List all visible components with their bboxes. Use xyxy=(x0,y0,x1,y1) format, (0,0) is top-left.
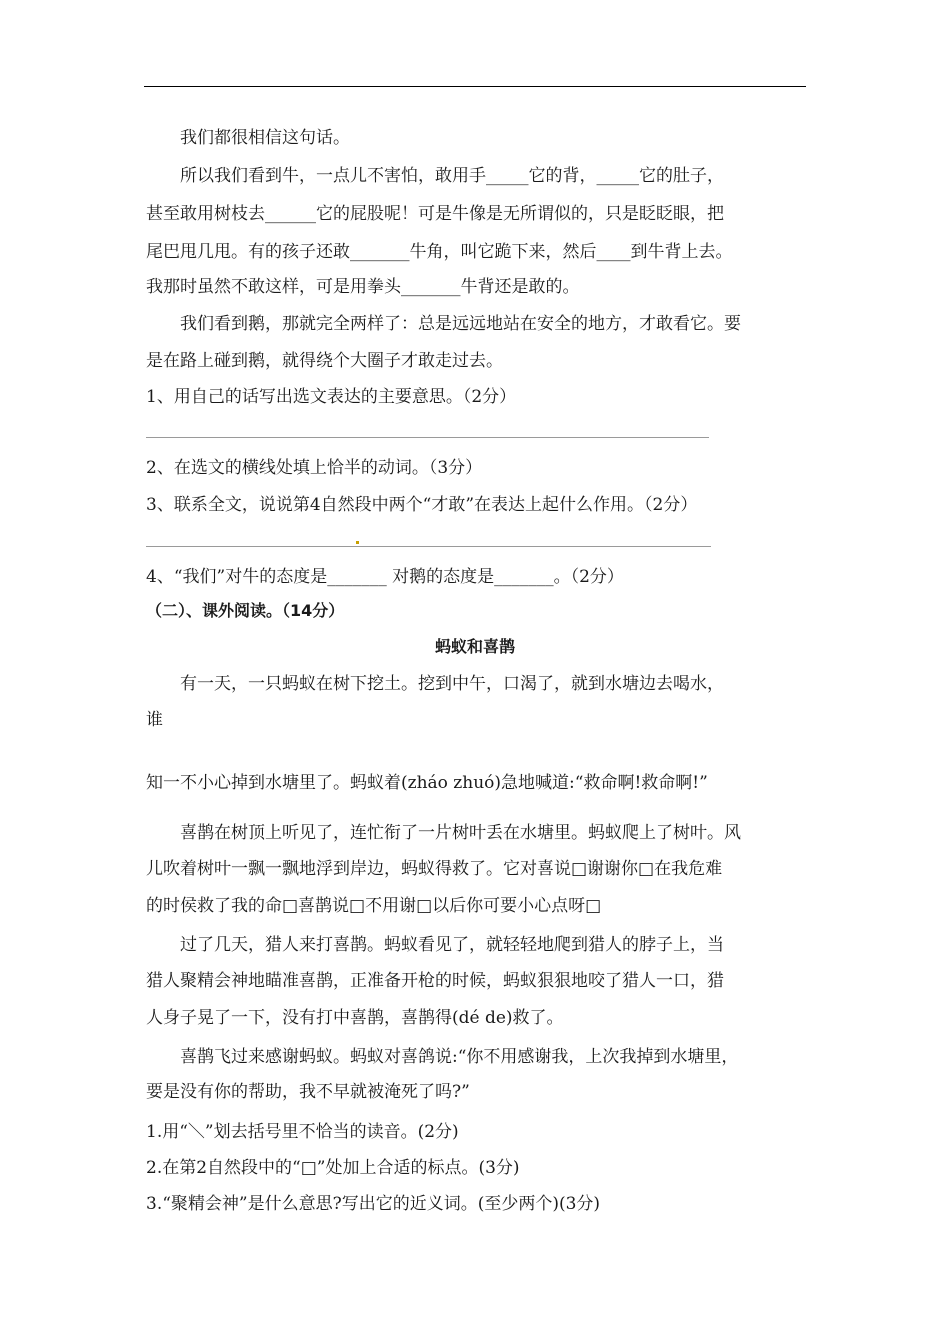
passage2-p3-line3: 人身子晃了一下，没有打中喜鹊，喜鹊得(dé de)救了。 xyxy=(146,1008,564,1028)
question2-2: 2.在第2自然段中的“□”处加上合适的标点。(3分) xyxy=(146,1158,520,1178)
question1-2: 2、在选文的横线处填上恰半的动词。（3分） xyxy=(146,458,483,478)
question1-1: 1、用自己的话写出选文表达的主要意思。（2分） xyxy=(146,387,517,407)
question1-3: 3、联系全文，说说第4自然段中两个“才敢”在表达上起什么作用。（2分） xyxy=(146,495,698,515)
header-rule xyxy=(144,86,806,87)
passage2-p3-line2: 猎人聚精会神地瞄准喜鹊，正准备开枪的时候，蚂蚁狠狠地咬了猎人一口，猎 xyxy=(146,971,724,991)
question2-3: 3.“聚精会神”是什么意思?写出它的近义词。(至少两个)(3分) xyxy=(146,1194,601,1214)
passage2-p1-line2: 谁 xyxy=(146,710,163,730)
passage1-p3-line2: 是在路上碰到鹅，就得绕个大圈子才敢走过去。 xyxy=(146,351,503,371)
section2-heading: （二）、课外阅读。（14分） xyxy=(146,601,345,620)
passage1-p2-line4: 我那时虽然不敢这样，可是用拳头_______牛背还是敢的。 xyxy=(146,277,580,297)
question1-4: 4、“我们”对牛的态度是_______ 对鹅的态度是_______。（2分） xyxy=(146,567,624,587)
passage2-p4-line2: 要是没有你的帮助，我不早就被淹死了吗?” xyxy=(146,1082,470,1102)
passage2-p3-line1: 过了几天，猎人来打喜鹊。蚂蚁看见了，就轻轻地爬到猎人的脖子上，当 xyxy=(180,935,724,955)
stray-dot xyxy=(356,541,359,544)
passage1-p2-line2: 甚至敢用树枝去______它的屁股呢！可是牛像是无所谓似的，只是眨眨眼，把 xyxy=(146,204,724,224)
passage2-p1-line3: 知一不小心掉到水塘里了。蚂蚁着(zháo zhuó)急地喊道:“救命啊!救命啊!” xyxy=(146,773,708,793)
question2-1: 1.用“＼”划去括号里不恰当的读音。(2分) xyxy=(146,1122,459,1142)
passage1-p2-line3: 尾巴甩几甩。有的孩子还敢_______牛角，叫它跪下来，然后____到牛背上去。 xyxy=(146,242,733,262)
passage2-p2-line1: 喜鹊在树顶上听见了，连忙衔了一片树叶丢在水塘里。蚂蚁爬上了树叶。风 xyxy=(180,823,741,843)
answer-line[interactable] xyxy=(146,546,711,547)
passage1-paragraph1: 我们都很相信这句话。 xyxy=(180,128,350,148)
passage2-p2-line2: 儿吹着树叶一飘一飘地浮到岸边，蚂蚁得救了。它对喜说□谢谢你□在我危难 xyxy=(146,859,723,879)
passage2-p4-line1: 喜鹊飞过来感谢蚂蚁。蚂蚁对喜鸽说:“你不用感谢我，上次我掉到水塘里， xyxy=(180,1047,739,1067)
story-title: 蚂蚁和喜鹊 xyxy=(434,637,515,656)
passage2-p2-line3: 的时侯救了我的命□喜鹊说□不用谢□以后你可要小心点呀□ xyxy=(146,896,602,916)
passage2-p1-line1: 有一天，一只蚂蚁在树下挖土。挖到中午，口渴了，就到水塘边去喝水， xyxy=(180,674,724,694)
passage1-p2-line1: 所以我们看到牛，一点儿不害怕，敢用手_____它的背，_____它的肚子， xyxy=(180,166,724,186)
passage1-p3-line1: 我们看到鹅，那就完全两样了：总是远远地站在安全的地方，才敢看它。要 xyxy=(180,314,741,334)
answer-line[interactable] xyxy=(146,437,709,438)
